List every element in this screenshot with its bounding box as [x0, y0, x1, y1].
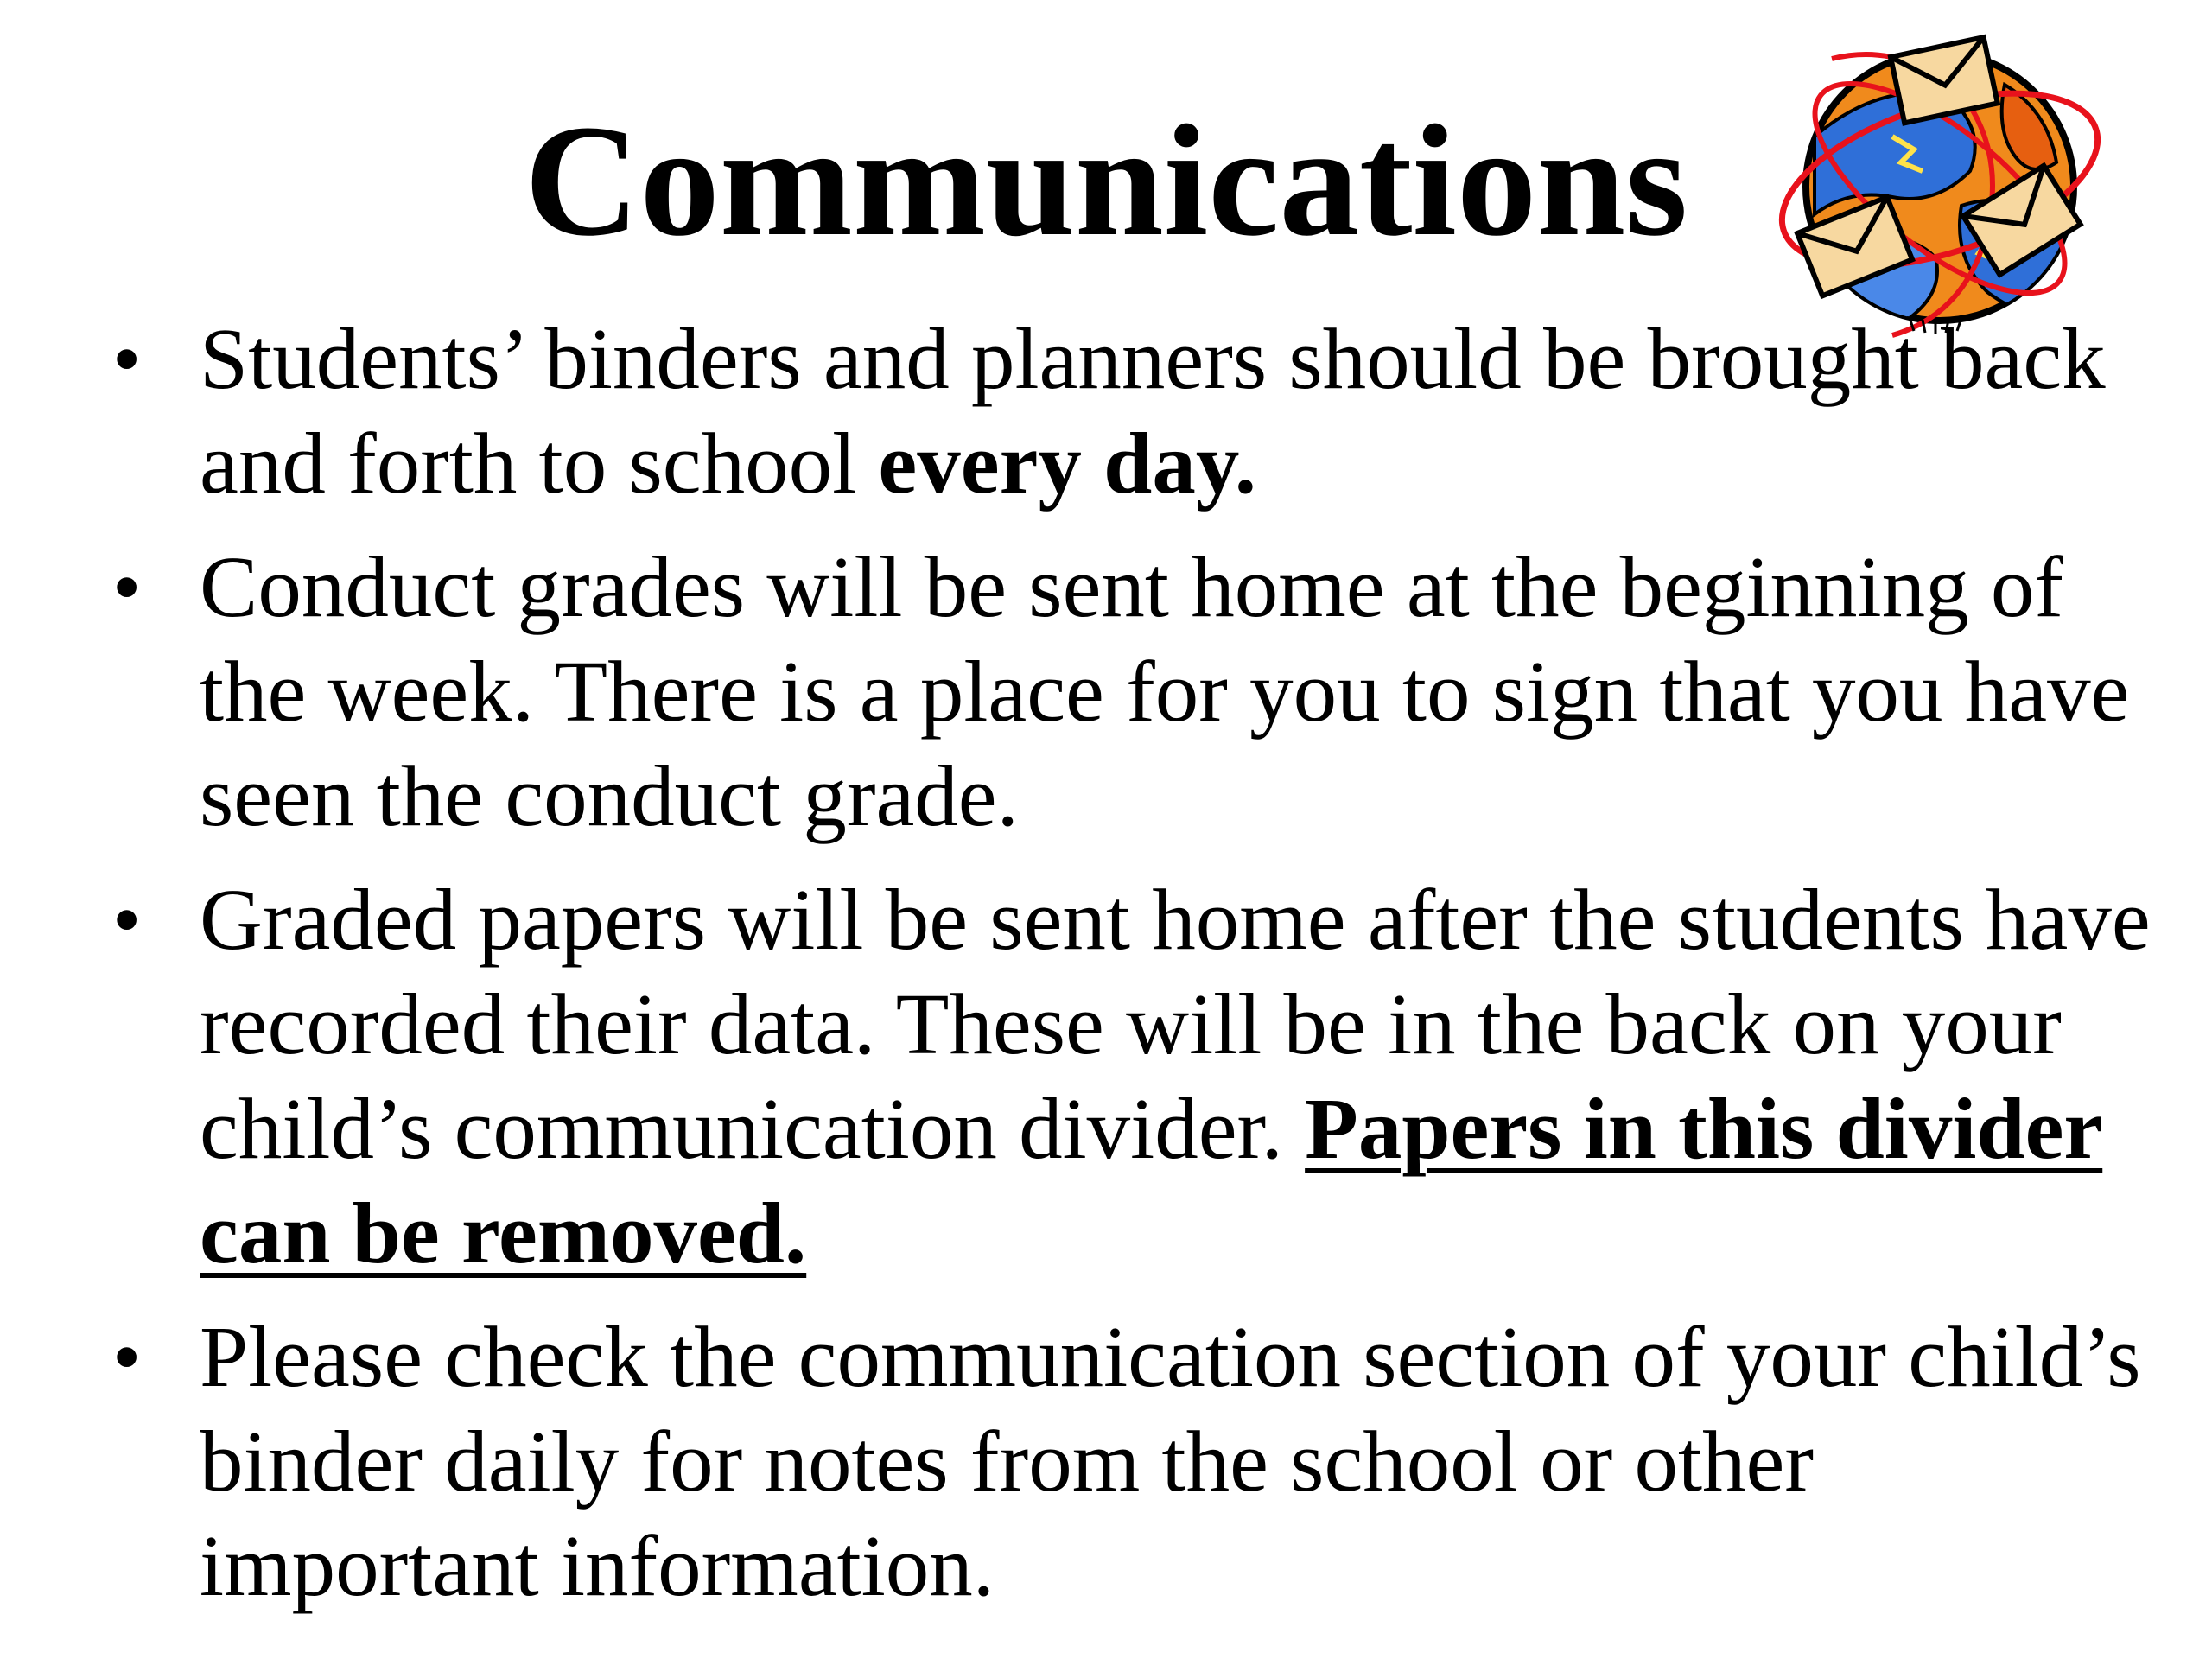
bullet-emphasis: every day.: [878, 415, 1257, 512]
bullet-item: [0, 868, 2212, 1286]
bullet-marker: •: [112, 874, 142, 965]
bullet-item: [0, 307, 2212, 516]
bullet-text: Please check the communication section of your child’s binder daily for notes from the school or other important information.: [200, 1308, 2141, 1614]
bullet-marker: •: [112, 313, 142, 404]
bullet-marker: •: [112, 1311, 142, 1402]
bullet-list: [0, 307, 2212, 1637]
slide-title: Communications: [524, 92, 1688, 270]
bullet-text: Conduct grades will be sent home at the beginning of the week. There is a place for you to sign that you have seen the conduct grade.: [200, 538, 2130, 844]
bullet-item: [0, 1305, 2212, 1618]
bullet-marker: •: [112, 541, 142, 632]
bullet-text: Graded papers will be sent home after the students have recorded their data. These will be in the back on your child’s communication divider.: [200, 871, 2151, 1177]
bullet-text: Students’ binders and planners should be brought back and forth to school: [200, 310, 2106, 512]
globe-with-envelopes-icon: [1763, 33, 2108, 353]
bullet-item: [0, 535, 2212, 849]
bullet-emphasis-underlined: Papers in this divider can be removed.: [200, 1080, 2103, 1281]
